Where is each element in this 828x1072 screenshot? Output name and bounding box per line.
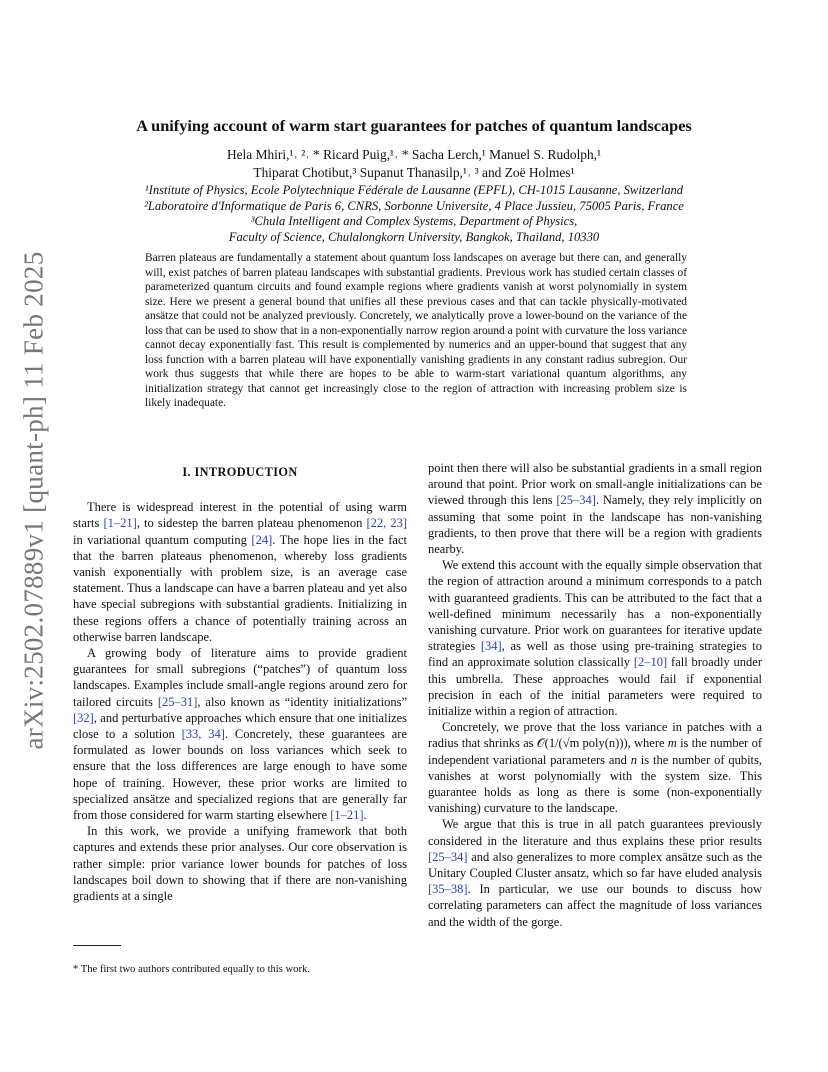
citation-link[interactable]: [35–38] [428,882,468,897]
scaling-formula: 𝒪(1/(√m poly(n))) [536,736,628,751]
right-column [428,460,762,930]
citation-link[interactable]: [22, 23] [366,516,407,531]
author-line-1: Hela Mhiri,¹˒ ²˒ * Ricard Puig,¹˒ * Sacha Lerch,¹ Manuel S. Rudolph,¹ [226,147,602,162]
affiliation-2: ²Laboratoire d'Informatique de Paris 6, CNRS, Sorbonne Universite, 4 Place Jussieu, 75005 Paris, France [144,198,684,213]
citation-link[interactable]: [24] [251,532,273,547]
math-symbol: n [630,752,637,767]
intro-paragraph-6: We argue that this is true in all patch guarantees previously considered in the literature and thus explains these prior results [25–34] and also generalizes to more complex ansätze such as the Unitary Coupled Cluster ansatz, which so far have eluded analysis [35–38]. In particular, we use our bounds to discuss how correlating parameters can affect the magnitude of loss variances and the width of the gorge. [428,817,762,929]
citation-link[interactable]: [1–21] [330,808,364,823]
citation-link[interactable]: [34] [480,639,502,654]
footnote-divider [73,945,121,946]
affiliation-3: ³Chula Intelligent and Complex Systems, Department of Physics, [250,214,578,228]
citation-link[interactable]: [2–10] [633,655,668,670]
intro-paragraph-3-continued: point then there will also be substantial gradients in a small region around that point. Prior work on small-angle initializations can be viewed through this lens [25–34]. Namely, they rely implicitly on assuming that some point in the landscape has non-vanishing gradients, to then prove that there will be a region with gradients nearby. [428,461,762,557]
affiliation-1: ¹Institute of Physics, Ecole Polytechnique Fédérale de Lausanne (EPFL), CH-1015 Lausanne, Switzerland [144,183,684,197]
math-symbol: m [667,736,677,751]
left-column [73,460,407,904]
citation-link[interactable]: [32] [73,710,94,725]
section-heading: I. INTRODUCTION [182,465,298,479]
affiliation-list [90,183,738,245]
footnote: * The first two authors contributed equally to this work. [73,964,310,975]
arxiv-identifier-stamp [14,240,54,760]
abstract: Barren plateaus are fundamentally a statement about quantum loss landscapes on average but there can, and generally will, exist patches of barren plateau landscapes with substantial gradients. Previous work has studied certain classes of parameterized quantum circuits and found example regions where gradients vanish at worst polynomially in system size. Here we present a general bound that unifies all these previous cases and that can tackle physically-motivated ansätze that could not be analyzed previously. Concretely, we analytically prove a lower-bound on the variance of the loss that can be used to show that in a non-exponentially narrow region around a point with curvature the loss variance cannot decay exponentially fast. This result is complemented by numerics and an upper-bound that suggest that any loss function with a barren plateau will have exponentially vanishing gradients in any constant radius subregion. Our work thus suggests that while there are hopes to be able to warm-start variational quantum algorithms, any initialization strategy that cannot get increasingly close to the region of attraction with increasing problem size is likely inadequate. [145,252,687,409]
affiliation-3-continued: Faculty of Science, Chulalongkorn University, Bangkok, Thailand, 10330 [228,229,600,244]
citation-link[interactable]: [25–34] [428,849,468,864]
author-list [90,146,738,182]
citation-link[interactable]: [33, 34] [181,727,225,742]
citation-link[interactable]: [25–31] [157,694,198,709]
intro-paragraph-1: There is widespread interest in the potential of using warm starts [1–21], to sidestep the barren plateau phenomenon [22, 23] in variational quantum computing [24]. The hope lies in the fact that the barren plateaus phenomenon, whereby loss gradients vanish exponentially with problem size, is an average case statement. Thus a landscape can have a barren plateau and yet also have special subregions with substantial gradients. Initializing in these regions offers a chance of potentially training across an otherwise barren landscape. [73,500,408,644]
intro-paragraph-5: Concretely, we prove that the loss variance in patches with a radius that shrinks as 𝒪(1/(√m poly(n))), where m is the number of independent variational parameters and n is the number of qubits, vanishes at worst polynomially with the system size. This guarantee holds as long as there is some (non-exponentially vanishing) curvature to the landscape. [428,720,763,816]
intro-paragraph-3: In this work, we provide a unifying framework that both captures and extends these prior analyses. Our core observation is rather simple: prior variance lower bounds for patches of loss landscapes boil down to showing that if there are non-vanishing gradients at a single [73,824,407,904]
intro-paragraph-2: A growing body of literature aims to provide gradient guarantees for small subregions (“patches”) of quantum loss landscapes. Examples include small-angle regions around zero for tailored circuits [25–31], also known as “identity initializations” [32], and perturbative approaches which ensure that one initializes close to a solution [33, 34]. Concretely, these guarantees are formulated as lower bounds on loss variances which seek to ensure that the loss differences are large enough to have some hope of training. However, these prior works are limited to specialized ansätze and specialized regions that are generally far from those considered for warm starting elsewhere [1–21]. [73,646,408,823]
author-line-2: Thiparat Chotibut,³ Supanut Thanasilp,¹˒ ³ and Zoë Holmes¹ [253,165,575,180]
citation-link[interactable]: [25–34] [556,493,596,508]
citation-link[interactable]: [1–21] [103,516,137,531]
intro-paragraph-4: We extend this account with the equally simple observation that the region of attraction around a minimum corresponds to a patch with guaranteed gradients. This can be attributed to the fact that a well-defined minimum necessarily has a non-exponentially vanishing curvature. Prior work on guarantees for iterative update strategies [34], as well as those using pre-training strategies to find an approximate solution classically [2–10] fall broadly under this umbrella. These approaches would fail if exponential precision in each of the initial parameters were required to initialize within a region of attraction. [428,558,762,719]
paper-title: A unifying account of warm start guarantees for patches of quantum landscapes [136,116,692,135]
arxiv-identifier-text: arXiv:2502.07889v1 [quant-ph] 11 Feb 2025 [18,251,49,749]
